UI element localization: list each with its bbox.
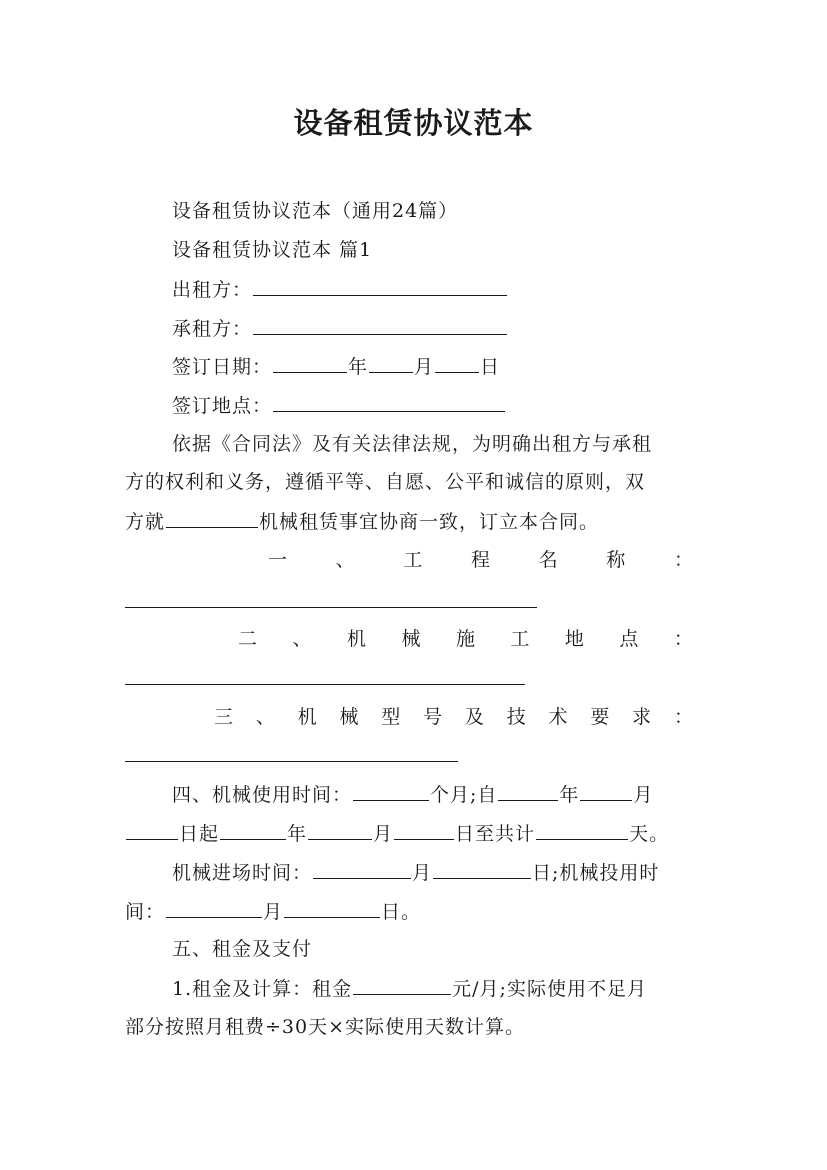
item-3-char: 型 (381, 706, 401, 728)
intro-line-3 (125, 509, 599, 534)
item-1-blank (125, 607, 537, 608)
item-4-line-1 (172, 782, 653, 807)
total-days-blank (536, 821, 628, 840)
commission-month-unit: 月 (263, 901, 284, 923)
start-year-blank (498, 782, 558, 801)
entry-month-blank (313, 860, 411, 879)
intro-line-3-end: 机械租赁事宜协商一致，订立本合同。 (259, 511, 600, 533)
item-1-project-name (268, 548, 693, 572)
project-blank (166, 509, 258, 528)
item-3-char: 机 (297, 706, 317, 728)
item-2-char: 施 (455, 628, 475, 650)
rent-line-1 (172, 976, 647, 1001)
sign-year-blank (273, 354, 347, 373)
sign-place-blank (273, 393, 505, 412)
item-1-char: 、 (335, 549, 355, 571)
section-heading: 设备租赁协议范本 篇1 (172, 239, 373, 261)
item-2-char: ： (673, 628, 693, 650)
entry-time-label: 机械进场时间： (172, 862, 313, 884)
commission-label: 间： (125, 901, 166, 923)
item-1-char: 称 (606, 549, 626, 571)
item-3-char: ： (673, 706, 693, 728)
rent-label: 1.租金及计算：租金 (172, 978, 353, 1000)
item-2-construction-site (238, 627, 693, 651)
start-year-unit: 年 (559, 784, 580, 806)
item-4-label: 四、机械使用时间： (172, 784, 353, 806)
item-2-char: 、 (292, 628, 312, 650)
rent-line-2: 部分按照月租费÷30天×实际使用天数计算。 (125, 1016, 526, 1038)
item-1-char: 一 (268, 549, 288, 571)
item-3-char: 号 (423, 706, 443, 728)
start-day-unit: 日起 (179, 823, 220, 845)
entry-day-unit: 日;机械投用时 (532, 862, 660, 884)
item-3-machine-spec (214, 705, 693, 729)
lessor-label: 出租方： (172, 279, 253, 301)
lessee-line (172, 316, 508, 341)
item-3-char: 术 (548, 706, 568, 728)
entry-month-unit: 月 (412, 862, 433, 884)
item-3-char: 技 (506, 706, 526, 728)
item-2-char: 二 (238, 628, 258, 650)
lessee-label: 承租方： (172, 318, 253, 340)
months-blank (353, 782, 429, 801)
item-2-char: 工 (510, 628, 530, 650)
total-days-unit: 天。 (629, 823, 670, 845)
end-month-blank (308, 821, 372, 840)
document-title: 设备租赁协议范本 (293, 106, 534, 140)
commission-month-blank (166, 899, 262, 918)
start-month-unit: 月 (633, 784, 654, 806)
intro-line-3-start: 方就 (125, 511, 166, 533)
item-3-char: 要 (590, 706, 610, 728)
entry-day-blank (433, 860, 531, 879)
entry-time-line-2 (125, 899, 421, 924)
item-3-blank (125, 761, 458, 762)
item-1-char: 工 (403, 549, 423, 571)
item-3-char: 及 (464, 706, 484, 728)
commission-day-blank (284, 899, 380, 918)
item-3-char: 求 (632, 706, 652, 728)
end-year-unit: 年 (287, 823, 308, 845)
item-3-char: 三 (214, 706, 234, 728)
sign-place-label: 签订地点： (172, 395, 273, 417)
rent-unit: 元/月;实际使用不足月 (452, 978, 647, 1000)
end-day-unit: 日至共计 (455, 823, 536, 845)
item-1-char: 程 (470, 549, 490, 571)
item-3-char: 、 (255, 706, 275, 728)
item-2-char: 机 (346, 628, 366, 650)
lessor-blank (253, 277, 507, 296)
lessor-line (172, 277, 508, 302)
item-2-char: 地 (564, 628, 584, 650)
sign-day-unit: 日 (480, 356, 501, 378)
sign-month-blank (369, 354, 413, 373)
item-1-char: ： (673, 549, 693, 571)
item-2-blank (125, 684, 525, 685)
end-year-blank (220, 821, 286, 840)
rent-amount-blank (353, 976, 451, 995)
sign-year-unit: 年 (348, 356, 369, 378)
start-month-blank (580, 782, 632, 801)
item-4-line-2 (125, 821, 669, 846)
sign-month-unit: 月 (414, 356, 435, 378)
intro-line-1: 依据《合同法》及有关法律法规，为明确出租方与承租 (172, 433, 653, 455)
months-unit: 个月;自 (430, 784, 498, 806)
item-3-char: 械 (339, 706, 359, 728)
subtitle: 设备租赁协议范本（通用24篇） (172, 200, 459, 222)
item-2-char: 械 (401, 628, 421, 650)
end-day-blank (394, 821, 454, 840)
item-1-char: 名 (538, 549, 558, 571)
commission-day-unit: 日。 (381, 901, 422, 923)
start-day-blank (126, 821, 178, 840)
sign-date-label: 签订日期： (172, 356, 273, 378)
entry-time-line-1 (172, 860, 659, 885)
end-month-unit: 月 (373, 823, 394, 845)
item-5-heading: 五、租金及支付 (172, 938, 313, 960)
sign-date-line (172, 354, 500, 379)
intro-line-2: 方的权利和义务，遵循平等、自愿、公平和诚信的原则，双 (125, 471, 646, 493)
sign-day-blank (435, 354, 479, 373)
sign-place-line (172, 393, 506, 418)
lessee-blank (253, 316, 507, 335)
item-2-char: 点 (619, 628, 639, 650)
